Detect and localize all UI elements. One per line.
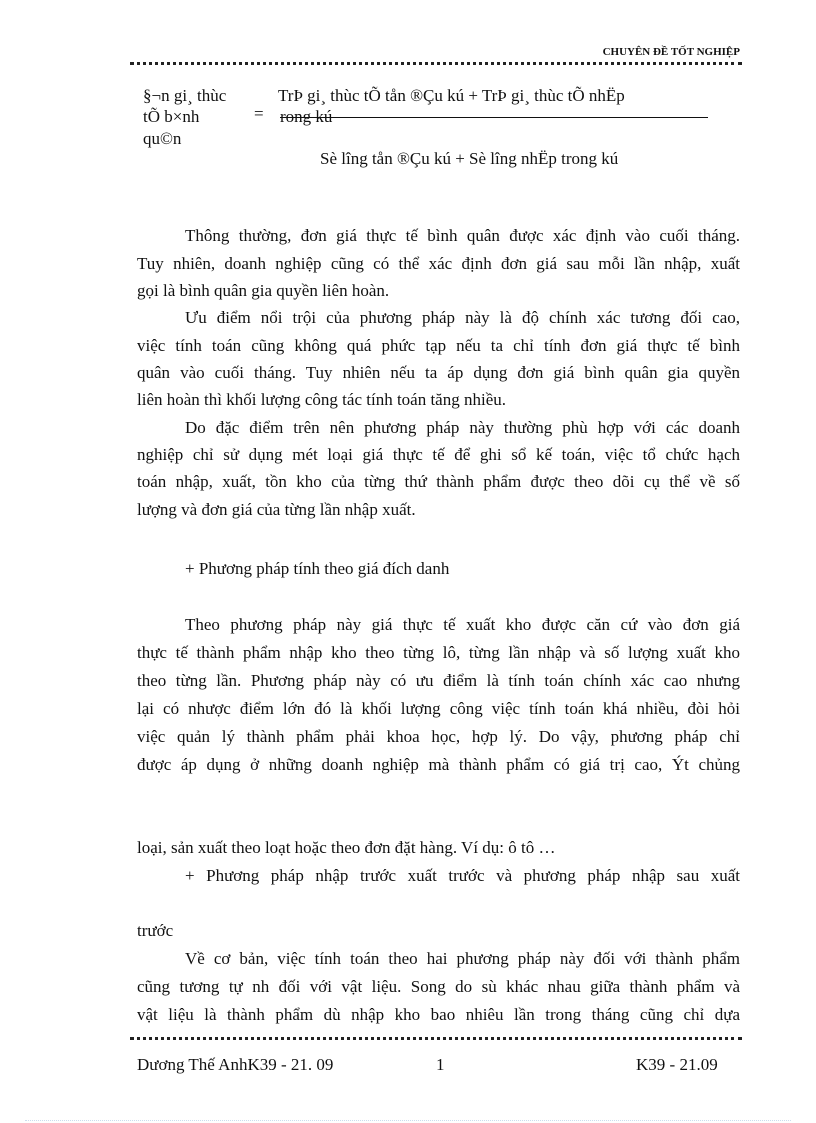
formula-numerator-2: rong kú — [280, 107, 333, 126]
text-line: Ưu điểm nổi trội của phương pháp này là độ chính xác tương đối cao, — [185, 308, 740, 327]
text-line: lại có nhược điểm lớn đó là khối lượng công việc tính toán khá nhiều, đòi hỏi — [137, 699, 740, 718]
footer-author: Dương Thế AnhK39 - 21. 09 — [137, 1055, 334, 1074]
text-line: Theo phương pháp này giá thực tế xuất kho được căn cứ vào đơn giá — [185, 615, 740, 634]
formula-lhs-1: §¬n gi¸ thùc — [143, 86, 227, 105]
text-line: Do đặc điểm trên nên phương pháp này thường phù hợp với các doanh — [185, 418, 740, 437]
formula-denominator: Sè lîng tån ®Çu kú + Sè lîng nhËp trong kú — [320, 149, 619, 168]
text-line: Về cơ bản, việc tính toán theo hai phương pháp này đối với thành phẩm — [185, 949, 740, 968]
text-line: + Phương pháp nhập trước xuất trước và phương pháp nhập sau xuất — [185, 866, 740, 885]
text-line: nghiệp chỉ sử dụng mét loại giá thực tế để ghi sổ kế toán, việc tổ chức hạch — [137, 445, 740, 464]
footer-class: K39 - 21.09 — [636, 1055, 718, 1074]
text-line: thực tế thành phẩm nhập kho theo từng lô, từng lần nhập và số lượng xuất kho — [137, 643, 740, 662]
page-number: 1 — [436, 1055, 445, 1074]
text-line: loại, sản xuất theo loạt hoặc theo đơn đặt hàng. Ví dụ: ô tô … — [137, 838, 556, 857]
fraction-bar — [280, 117, 708, 118]
text-line: liên hoàn thì khối lượng công tác tính toán tăng nhiều. — [137, 390, 506, 409]
text-line: toán nhập, xuất, tồn kho của từng thứ thành phẩm được theo dõi cụ thể về số — [137, 472, 740, 491]
text-line: + Phương pháp tính theo giá đích danh — [185, 559, 450, 578]
header-divider — [130, 62, 742, 65]
text-line: Tuy nhiên, doanh nghiệp cũng có thể xác định đơn giá sau mỗi lần nhập, xuất — [137, 254, 740, 273]
formula-equals: = — [254, 104, 264, 123]
formula-lhs-3: qu©n — [143, 129, 182, 148]
page-edge — [25, 1120, 791, 1121]
text-line: lượng và đơn giá của từng lần nhập xuất. — [137, 500, 416, 519]
text-line: việc tính toán cũng không quá phức tạp nếu ta chỉ tính đơn giá thực tế bình — [137, 336, 740, 355]
text-line: quân vào cuối tháng. Tuy nhiên nếu ta áp dụng đơn giá bình quân gia quyền — [137, 363, 740, 382]
formula-lhs-2: tÕ b×nh — [143, 107, 200, 126]
header-title: CHUYÊN ĐỀ TỐT NGHIỆP — [602, 46, 740, 58]
text-line: việc quản lý thành phẩm phải khoa học, hợp lý. Do vậy, phương pháp chỉ — [137, 727, 740, 746]
text-line: Thông thường, đơn giá thực tế bình quân được xác định vào cuối tháng. — [185, 226, 740, 245]
text-line: theo từng lần. Phương pháp này có ưu điểm là tính toán chính xác cao nhưng — [137, 671, 740, 690]
footer-divider — [130, 1037, 742, 1040]
formula-numerator-1: TrÞ gi¸ thùc tÕ tån ®Çu kú + TrÞ gi¸ thùc tÕ nhËp — [278, 86, 625, 105]
text-line: trước — [137, 921, 174, 940]
text-line: vật liệu là thành phẩm dù nhập kho bao nhiêu lần trong tháng cũng chỉ dựa — [137, 1005, 740, 1024]
text-line: gọi là bình quân gia quyền liên hoàn. — [137, 281, 390, 300]
text-line: được áp dụng ở những doanh nghiệp mà thành phẩm có giá trị cao, Ýt chủng — [137, 755, 740, 774]
text-line: cũng tương tự nh đối với vật liệu. Song do sù khác nhau giữa thành phẩm và — [137, 977, 740, 996]
